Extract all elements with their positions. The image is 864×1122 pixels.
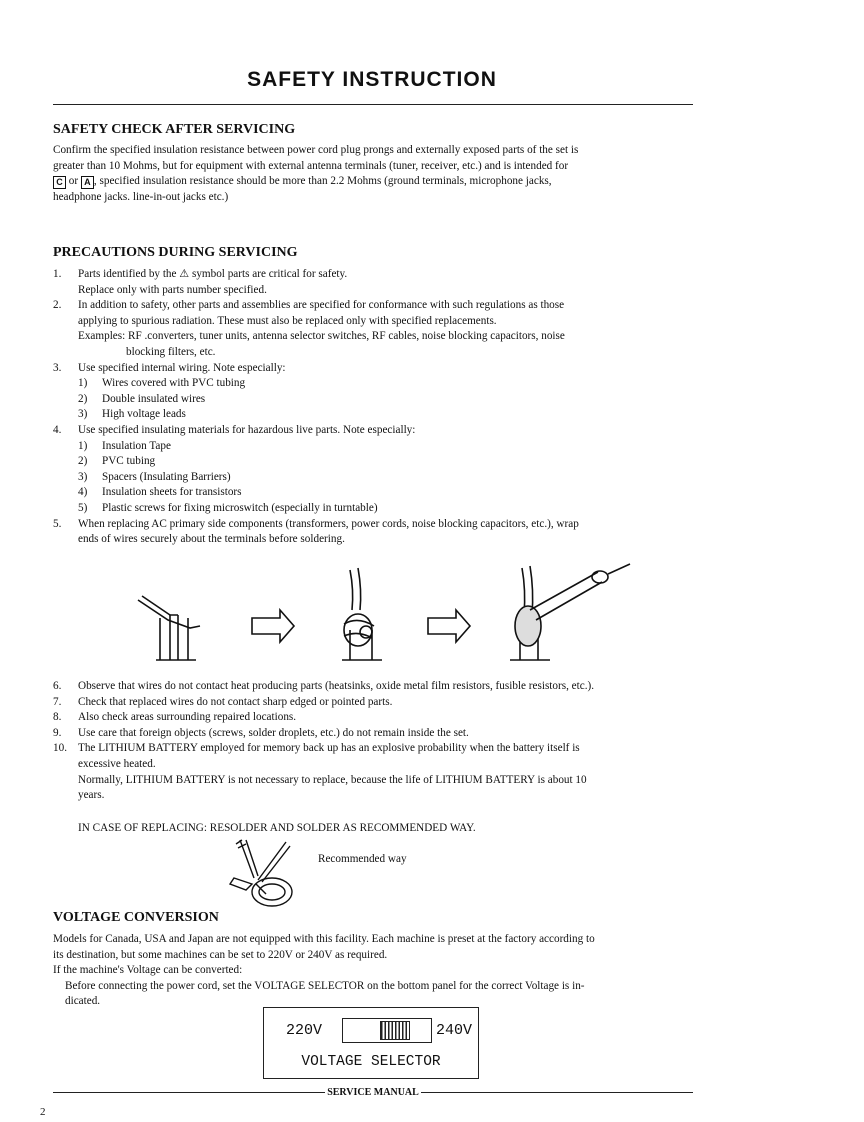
voltage-line: Models for Canada, USA and Japan are not equipped with this facility. Each machine is preset at the factory according to <box>53 933 595 945</box>
sub-item-number: 5) <box>78 501 88 514</box>
safety-check-paragraph <box>53 143 698 205</box>
sub-list-item <box>53 439 698 455</box>
sub-item-number: 1) <box>78 377 88 390</box>
voltage-line: Before connecting the power cord, set the VOLTAGE SELECTOR on the bottom panel for the correct Voltage is in- <box>65 979 585 992</box>
footer <box>53 1087 693 1098</box>
sub-list-item <box>53 376 698 392</box>
sub-item-text: Insulation sheets for transistors <box>102 486 242 499</box>
item-text: In addition to safety, other parts and assemblies are specified for conformance with such regulations as those <box>78 299 565 312</box>
list-item <box>53 695 698 711</box>
safety-check-line: headphone jacks. line-in-out jacks etc.) <box>53 190 229 203</box>
item-text: Parts identified by the <box>78 268 177 280</box>
precautions-list-bottom <box>53 679 698 804</box>
sub-list <box>53 376 698 423</box>
recommended-way-label: Recommended way <box>318 853 407 865</box>
item-number: 6. <box>53 680 62 692</box>
item-text-block <box>78 298 698 345</box>
item-number: 8. <box>53 711 62 724</box>
item-number: 7. <box>53 695 62 708</box>
list-item <box>53 741 698 803</box>
sub-item-number: 2) <box>78 392 88 405</box>
sub-list-item <box>53 392 698 408</box>
replacing-note: IN CASE OF REPLACING: RESOLDER AND SOLDER AS RECOMMENDED WAY. <box>78 822 476 834</box>
item-text: Use care that foreign objects (screws, solder droplets, etc.) do not remain inside the set. <box>78 726 469 739</box>
warning-triangle-icon: ⚠ <box>179 268 190 280</box>
item-text: The LITHIUM BATTERY employed for memory back up has an explosive probability when the battery itself is <box>78 742 580 755</box>
sub-item-text: Spacers (Insulating Barriers) <box>102 470 231 483</box>
sub-list-item <box>53 485 698 501</box>
soldering-iron-illustration <box>226 838 296 910</box>
item-text: Also check areas surrounding repaired locations. <box>78 711 297 724</box>
item-text: blocking filters, etc. <box>126 345 216 358</box>
class-a-box: A <box>81 176 94 189</box>
list-item <box>53 726 698 742</box>
sub-item-text: High voltage leads <box>102 408 186 421</box>
voltage-paragraph <box>53 932 698 1010</box>
item-text: Use specified internal wiring. Note especially: <box>78 361 286 374</box>
safety-check-line: , specified insulation resistance should be more than 2.2 Mohms (ground terminals, microphone jacks, <box>93 175 552 188</box>
precautions-list-top <box>53 267 698 548</box>
wire-wrap-illustration <box>130 560 650 665</box>
sub-item-text: Double insulated wires <box>102 392 206 405</box>
item-text: years. <box>78 789 105 802</box>
item-number: 9. <box>53 726 62 739</box>
voltage-selector-label: VOLTAGE SELECTOR <box>301 1054 441 1070</box>
item-text: ends of wires securely about the terminals before soldering. <box>78 533 345 546</box>
voltage-220-label: 220V <box>286 1022 323 1039</box>
list-item <box>53 267 698 298</box>
safety-check-line: greater than 10 Mohms, but for equipment with external antenna terminals (tuner, receiver, etc.) and is intended for <box>53 159 569 172</box>
or-text: or <box>66 175 81 188</box>
sub-item-number: 3) <box>78 470 88 483</box>
sub-item-number: 2) <box>78 455 88 468</box>
list-item <box>53 298 698 360</box>
switch-knob <box>380 1021 410 1040</box>
sub-item-text: Plastic screws for fixing microswitch (especially in turntable) <box>102 501 378 514</box>
sub-item-number: 1) <box>78 439 88 452</box>
item-number: 1. <box>53 268 62 280</box>
list-item <box>53 679 698 695</box>
page-number: 2 <box>40 1106 46 1118</box>
sub-item-text: Insulation Tape <box>102 439 171 452</box>
sub-item-number: 3) <box>78 408 88 421</box>
item-text: excessive heated. <box>78 757 156 770</box>
sub-item-text: Wires covered with PVC tubing <box>102 377 246 390</box>
voltage-240-label: 240V <box>436 1022 473 1039</box>
item-number: 10. <box>53 742 67 755</box>
page-title: SAFETY INSTRUCTION <box>247 68 497 91</box>
item-text: applying to spurious radiation. These must also be replaced only with specified replacements. <box>78 314 497 327</box>
item-number: 5. <box>53 517 62 530</box>
voltage-line: dicated. <box>65 995 101 1008</box>
sub-item-text: PVC tubing <box>102 455 156 468</box>
item-number: 2. <box>53 299 62 312</box>
item-text: symbol parts are critical for safety. <box>191 268 348 280</box>
item-text: When replacing AC primary side components (transformers, power cords, noise blocking capacitors, etc.), wrap <box>78 517 579 530</box>
precautions-heading: PRECAUTIONS DURING SERVICING <box>53 245 298 260</box>
item-text: Examples: RF .converters, tuner units, antenna selector switches, RF cables, noise blocking capacitors, noise <box>78 330 565 343</box>
item-number: 4. <box>53 423 62 436</box>
list-item <box>53 361 698 377</box>
item-text: Normally, LITHIUM BATTERY is not necessary to replace, because the life of LITHIUM BATTERY is about 10 <box>78 773 587 786</box>
voltage-line: its destination, but some machines can be set to 220V or 240V as required. <box>53 948 388 961</box>
voltage-line: If the machine's Voltage can be converted: <box>53 964 243 977</box>
class-c-box: C <box>53 176 66 189</box>
footer-text: SERVICE MANUAL <box>327 1087 419 1098</box>
sub-item-number: 4) <box>78 486 88 499</box>
footer-rule <box>421 1092 693 1093</box>
voltage-switch <box>342 1018 432 1043</box>
item-text: Replace only with parts number specified. <box>78 283 267 296</box>
list-item <box>53 710 698 726</box>
item-text: Observe that wires do not contact heat producing parts (heatsinks, oxide metal film resistors, fusible resistors, etc.). <box>78 680 595 692</box>
item-text: Use specified insulating materials for hazardous live parts. Note especially: <box>78 423 416 436</box>
sub-list-item <box>53 454 698 470</box>
sub-list <box>53 439 698 517</box>
sub-list-item <box>53 470 698 486</box>
safety-check-line: Confirm the specified insulation resistance between power cord plug prongs and externally exposed parts of the set is <box>53 144 579 156</box>
list-item <box>53 423 698 439</box>
safety-check-heading: SAFETY CHECK AFTER SERVICING <box>53 122 296 137</box>
list-item <box>53 517 698 548</box>
voltage-selector-diagram <box>263 1007 479 1079</box>
voltage-heading: VOLTAGE CONVERSION <box>53 910 219 925</box>
title-rule <box>53 104 693 105</box>
sub-list-item <box>53 407 698 423</box>
sub-list-item <box>53 501 698 517</box>
item-text: Check that replaced wires do not contact sharp edged or pointed parts. <box>78 695 393 708</box>
footer-rule <box>53 1092 325 1093</box>
item-number: 3. <box>53 361 62 374</box>
